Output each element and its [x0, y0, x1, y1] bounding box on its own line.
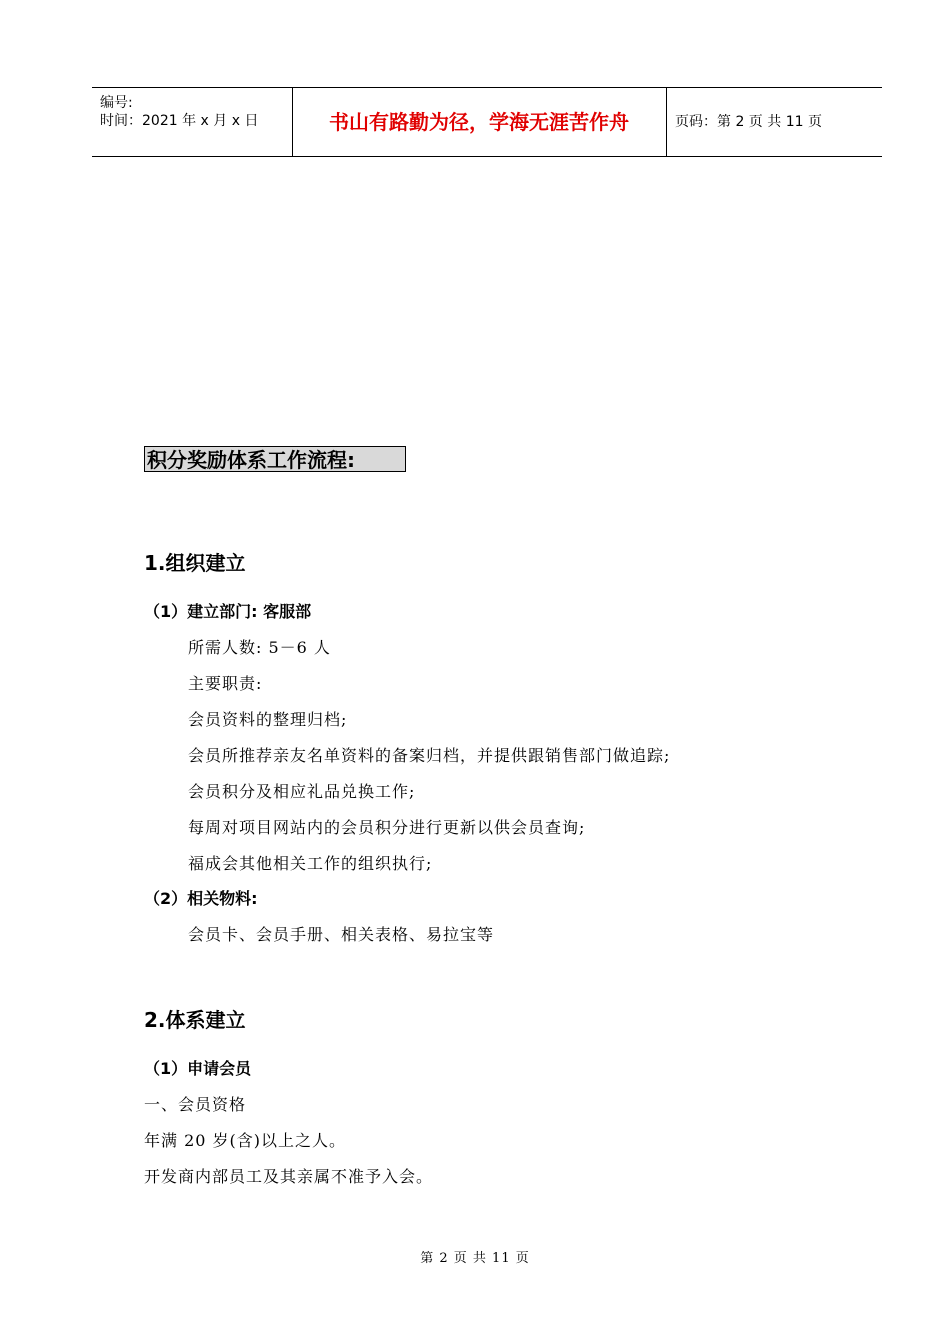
header-time-label: 时间：2021 年 x 月 x 日: [100, 113, 259, 129]
section-1-line: 会员积分及相应礼品兑换工作;: [188, 782, 416, 801]
document-title: 积分奖励体系工作流程:: [144, 446, 406, 472]
section-1-materials: 会员卡、会员手册、相关表格、易拉宝等: [188, 925, 495, 944]
section-1-line: 福成会其他相关工作的组织执行;: [188, 854, 433, 873]
section-1-sub-2: （2）相关物料:: [144, 889, 258, 908]
section-1-line: 每周对项目网站内的会员积分进行更新以供会员查询;: [188, 818, 586, 837]
section-1-line: 主要职责:: [188, 674, 263, 693]
section-1-line: 所需人数: 5－6 人: [188, 638, 331, 657]
header-left-cell: [92, 88, 293, 156]
header-motto: 书山有路勤为径，学海无涯苦作舟: [329, 110, 629, 134]
section-2-line: 开发商内部员工及其亲属不准予入会。: [144, 1167, 434, 1186]
section-1-line: 会员资料的整理归档;: [188, 710, 348, 729]
header-motto-cell: [292, 88, 667, 156]
section-1-sub-1: （1）建立部门: 客服部: [144, 602, 312, 621]
header-number-label: 编号:: [100, 95, 133, 111]
section-1-heading: 1.组织建立: [144, 551, 246, 575]
page-footer: 第 2 页 共 11 页: [420, 1251, 530, 1266]
header-page-label: 页码：第 2 页 共 11 页: [675, 114, 822, 130]
section-2-line: 年满 20 岁(含)以上之人。: [144, 1131, 347, 1150]
header-page-cell: [667, 88, 882, 156]
section-2-sub-1: （1）申请会员: [144, 1059, 252, 1078]
section-2-line: 一、会员资格: [144, 1095, 247, 1114]
page-header: [92, 87, 882, 157]
section-2-heading: 2.体系建立: [144, 1008, 246, 1032]
section-1-line: 会员所推荐亲友名单资料的备案归档，并提供跟销售部门做追踪;: [188, 746, 671, 765]
